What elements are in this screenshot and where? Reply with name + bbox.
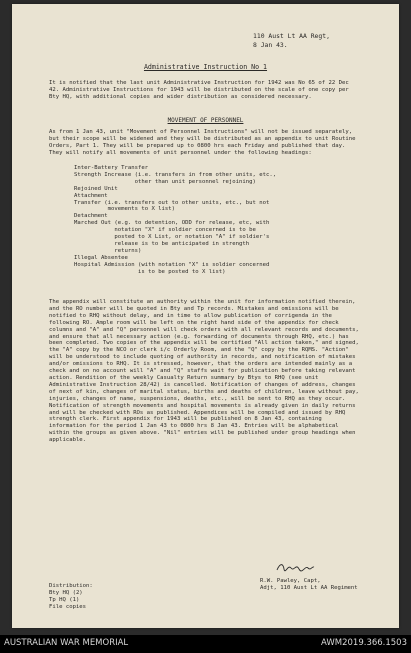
- paragraph-procedure: The appendix will constitute an authority within the unit for information notified therein, and the RO number will be quoted in Bty and Tp records. Mistakes and omissions will be notified to RHQ without delay, and in time to allow publication of corrigenda in the following RO. Ample room will be left on the right hand side of the appendix for check columns and "A" and "Q" personnel will check orders with all relevant records and documents, and ensure that all necessary action (e.g. forwarding of documents through RHQ, etc.) has been completed. Two copies of the appendix will be certified "All action taken," and signed, the "A" copy by the NCO or clerk i/c Orderly Room, and the "Q" copy by the RQMS. "Action" will be understood to include quoting of authority in records, and notification of mistakes and/or omissions to RHQ. It is stressed, however, that the orders are intended mainly as a check and on no account will "A" and "Q" staffs wait for publication before taking relevant action. Rendition of the weekly Casualty Return summary by Btys to RHQ (see unit Administrative Instruction 28/42) is cancelled. Notification of changes of address, changes of next of kin, changes of marital status, births and deaths of children, leave without pay, injuries, changes of name, suspensions, deaths, etc., will be sent to RHQ as they occur. Notification of strength movements and hospital movements is already given in daily returns and will be checked with ROs as published. Appendices will be compiled and issued by RHQ strength clerk. First appendix for 1943 will be published on 8 Jan 43, containing information for the period 1 Jan 43 to 0800 hrs 8 Jan 43. Entries will be alphabetical within the groups as given above. "Nil" entries will be published under group headings when applicable.: [49, 299, 359, 444]
- archive-item-id: AWM2019.366.1503: [321, 638, 407, 648]
- paragraph-movement: As from 1 Jan 43, unit "Movement of Personnel Instructions" will not be issued separately, but their scope will be widened and they will be distributed as an appendix to unit Routine Orders, Part 1. They will be prepared up to 0800 hrs each Friday and published that day. They will notify all movements of unit personnel under the following headings:: [49, 129, 356, 156]
- document-title: Administrative Instruction No 1: [143, 63, 268, 71]
- paragraph-intro: It is notified that the last unit Administrative Instruction for 1942 was No 65 of 22 Dec 42. Administrative Instructions for 1943 will be distributed on the scale of one copy per Bty HQ, with additional copies and wider distribution as considered necessary.: [49, 80, 349, 100]
- heading-item: movements to X list): [74, 206, 176, 213]
- section-heading: MOVEMENT OF PERSONNEL: [167, 117, 244, 124]
- heading-item: returns): [74, 247, 142, 254]
- signatory-appointment: Adjt, 110 Aust Lt AA Regiment: [260, 584, 358, 591]
- heading-item: notation "X" if soldier concerned is to be: [74, 227, 256, 234]
- handwritten-signature: [275, 561, 315, 573]
- heading-item: Hospital Admission (with notation "X" is soldier concerned: [74, 261, 270, 268]
- document-header: [253, 32, 330, 49]
- document-page: [12, 4, 399, 628]
- archive-name: AUSTRALIAN WAR MEMORIAL: [4, 638, 129, 648]
- heading-item: Attachment: [74, 192, 108, 199]
- heading-item: Illegal Absentee: [74, 254, 128, 261]
- heading-item: Rejoined Unit: [74, 185, 118, 192]
- archive-footer: [0, 635, 411, 653]
- distribution-item: File copies: [49, 603, 87, 610]
- signatory-name: R.W. Pawley, Capt,: [260, 578, 321, 584]
- heading-item: Strength Increase (i.e. transfers in from other units, etc.,: [74, 171, 277, 178]
- distribution-heading: Distribution:: [49, 583, 93, 589]
- heading-item: Transfer (i.e. transfers out to other units, etc., but not: [74, 199, 270, 206]
- heading-item: Inter-Battery Transfer: [74, 165, 149, 171]
- distribution-item: Bty HQ (2): [49, 589, 83, 596]
- heading-item: is to be posted to X list): [74, 268, 226, 275]
- heading-item: Marched Out (e.g. to detention, ODD for release, etc, with: [74, 220, 270, 227]
- headings-list: [74, 165, 276, 276]
- heading-item: posted to X List, or notation "A" if soldier's: [74, 234, 270, 241]
- distribution-item: Tp HQ (1): [49, 596, 80, 603]
- heading-item: release is to be anticipated in strength: [74, 240, 250, 247]
- distribution-list: [49, 583, 93, 611]
- unit-line: 110 Aust Lt AA Regt,: [253, 32, 330, 40]
- date-line: 8 Jan 43.: [253, 40, 288, 49]
- heading-item: other than unit personnel rejoining): [74, 178, 256, 185]
- heading-item: Detachment: [74, 213, 108, 220]
- signature-block: [260, 578, 358, 592]
